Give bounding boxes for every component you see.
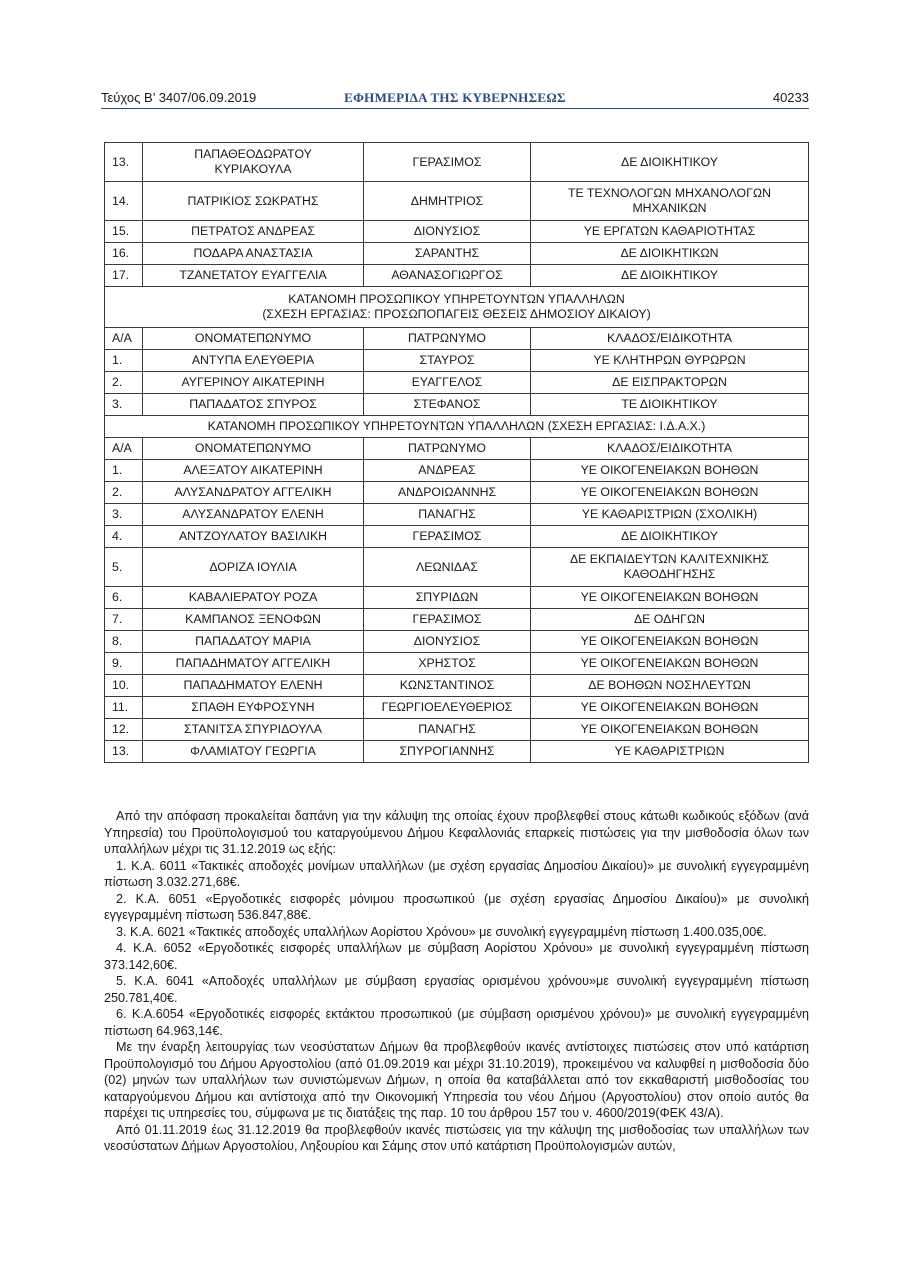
full-name: ΔΟΡΙΖΑ ΙΟΥΛΙΑ — [143, 548, 364, 587]
full-name: ΚΑΒΑΛΙΕΡΑΤΟΥ ΡΟΖΑ — [143, 587, 364, 609]
body-text — [104, 808, 809, 1155]
specialty: ΔΕ ΒΟΗΘΩΝ ΝΟΣΗΛΕΥΤΩΝ — [531, 675, 809, 697]
row-number: 1. — [105, 350, 143, 372]
row-number: 2. — [105, 482, 143, 504]
father-name: ΚΩΝΣΤΑΝΤΙΝΟΣ — [364, 675, 531, 697]
row-number: 5. — [105, 548, 143, 587]
row-number: 13. — [105, 143, 143, 182]
father-name: ΣΠΥΡΟΓΙΑΝΝΗΣ — [364, 741, 531, 763]
table-row — [105, 394, 809, 416]
specialty: ΔΕ ΔΙΟΙΚΗΤΙΚΟΥ — [531, 265, 809, 287]
full-name: ΣΤΑΝΙΤΣΑ ΣΠΥΡΙΔΟΥΛΑ — [143, 719, 364, 741]
full-name: ΑΝΤΖΟΥΛΑΤΟΥ ΒΑΣΙΛΙΚΗ — [143, 526, 364, 548]
specialty: ΚΛΑΔΟΣ/ΕΙΔΙΚΟΤΗΤΑ — [531, 328, 809, 350]
specialty: ΥΕ ΚΑΘΑΡΙΣΤΡΙΩΝ — [531, 741, 809, 763]
specialty: ΚΛΑΔΟΣ/ΕΙΔΙΚΟΤΗΤΑ — [531, 438, 809, 460]
table-row — [105, 482, 809, 504]
father-name: ΑΝΔΡΟΙΩΑΝΝΗΣ — [364, 482, 531, 504]
row-number: 13. — [105, 741, 143, 763]
specialty: ΔΕ ΕΚΠΑΙΔΕΥΤΩΝ ΚΑΛΙΤΕΧΝΙΚΗΣ ΚΑΘΟΔΗΓΗΣΗΣ — [531, 548, 809, 587]
column-header-row — [105, 328, 809, 350]
table-row — [105, 548, 809, 587]
staff-table — [104, 142, 809, 763]
full-name: ΣΠΑΘΗ ΕΥΦΡΟΣΥΝΗ — [143, 697, 364, 719]
specialty: ΥΕ ΟΙΚΟΓΕΝΕΙΑΚΩΝ ΒΟΗΘΩΝ — [531, 482, 809, 504]
issue-number: Τεύχος Β’ 3407/06.09.2019 — [101, 90, 257, 105]
row-number: 3. — [105, 504, 143, 526]
section-title: ΚΑΤΑΝΟΜΗ ΠΡΟΣΩΠΙΚΟΥ ΥΠΗΡΕΤΟΥΝΤΩΝ ΥΠΑΛΛΗΛΩΝ (ΣΧΕΣΗ ΕΡΓΑΣΙΑΣ: Ι.Δ.Α.Χ.) — [105, 416, 809, 438]
paragraph: 1. Κ.Α. 6011 «Τακτικές αποδοχές μονίμων υπαλλήλων (με σχέση εργασίας Δημοσίου Δικαίου)» με συνολική εγγεγραμμένη πίστωση 3.032.271,68€. — [104, 858, 809, 889]
father-name: ΣΠΥΡΙΔΩΝ — [364, 587, 531, 609]
father-name: ΔΙΟΝΥΣΙΟΣ — [364, 221, 531, 243]
father-name: ΑΘΑΝΑΣΟΓΙΩΡΓΟΣ — [364, 265, 531, 287]
full-name: ΠΑΤΡΙΚΙΟΣ ΣΩΚΡΑΤΗΣ — [143, 182, 364, 221]
full-name: ΠΑΠΑΔΗΜΑΤΟΥ ΕΛΕΝΗ — [143, 675, 364, 697]
specialty: ΤΕ ΔΙΟΙΚΗΤΙΚΟΥ — [531, 394, 809, 416]
specialty: ΔΕ ΔΙΟΙΚΗΤΙΚΩΝ — [531, 243, 809, 265]
father-name: ΑΝΔΡΕΑΣ — [364, 460, 531, 482]
father-name: ΓΕΩΡΓΙΟΕΛΕΥΘΕΡΙΟΣ — [364, 697, 531, 719]
table-row — [105, 631, 809, 653]
full-name: ΑΛΥΣΑΝΔΡΑΤΟΥ ΑΓΓΕΛΙΚΗ — [143, 482, 364, 504]
table-row — [105, 504, 809, 526]
row-number: Α/Α — [105, 328, 143, 350]
gazette-title: ΕΦΗΜΕΡΙΔΑ ΤΗΣ ΚΥΒΕΡΝΗΣΕΩΣ — [344, 90, 566, 105]
full-name: ΟΝΟΜΑΤΕΠΩΝΥΜΟ — [143, 328, 364, 350]
specialty: ΥΕ ΟΙΚΟΓΕΝΕΙΑΚΩΝ ΒΟΗΘΩΝ — [531, 460, 809, 482]
row-number: 7. — [105, 609, 143, 631]
page-number: 40233 — [772, 90, 809, 105]
father-name: ΓΕΡΑΣΙΜΟΣ — [364, 143, 531, 182]
specialty: ΥΕ ΚΛΗΤΗΡΩΝ ΘΥΡΩΡΩΝ — [531, 350, 809, 372]
specialty: ΔΕ ΔΙΟΙΚΗΤΙΚΟΥ — [531, 143, 809, 182]
father-name: ΓΕΡΑΣΙΜΟΣ — [364, 609, 531, 631]
paragraph: 5. Κ.Α. 6041 «Αποδοχές υπαλλήλων με σύμβαση εργασίας ορισμένου χρόνου»με συνολική εγγεγραμμένη πίστωση 250.781,40€. — [104, 974, 809, 1005]
table-row — [105, 697, 809, 719]
row-number: 1. — [105, 460, 143, 482]
row-number: 16. — [105, 243, 143, 265]
paragraph: Από την απόφαση προκαλείται δαπάνη για την κάλυψη της οποίας έχουν προβλεφθεί στους κάτωθι κωδικούς εξόδων (ανά Υπηρεσία) του Προϋπολογισμού του καταργούμενου Δήμου Κεφαλλονιάς επαρκείς πιστώσεις για την μισθοδοσία όλων των υπαλλήλων μέχρι τις 31.12.2019 ως εξής: — [104, 809, 809, 856]
specialty: ΔΕ ΔΙΟΙΚΗΤΙΚΟΥ — [531, 526, 809, 548]
table-row — [105, 350, 809, 372]
row-number: 2. — [105, 372, 143, 394]
table-row — [105, 143, 809, 182]
row-number: 14. — [105, 182, 143, 221]
row-number: 4. — [105, 526, 143, 548]
row-number: Α/Α — [105, 438, 143, 460]
specialty: ΥΕ ΟΙΚΟΓΕΝΕΙΑΚΩΝ ΒΟΗΘΩΝ — [531, 631, 809, 653]
paragraph: 2. Κ.Α. 6051 «Εργοδοτικές εισφορές μόνιμου προσωπικού (με σχέση εργασίας Δημοσίου Δικαίου)» με συνολική εγγεγραμμένη πίστωση 536.847,88€. — [104, 891, 809, 922]
section-title: ΚΑΤΑΝΟΜΗ ΠΡΟΣΩΠΙΚΟΥ ΥΠΗΡΕΤΟΥΝΤΩΝ ΥΠΑΛΛΗΛΩΝ (ΣΧΕΣΗ ΕΡΓΑΣΙΑΣ: ΠΡΟΣΩΠΟΠΑΓΕΙΣ ΘΕΣΕΙΣ ΔΗΜΟΣΙΟΥ ΔΙΚΑΙΟΥ) — [105, 287, 809, 328]
father-name: ΠΑΤΡΩΝΥΜΟ — [364, 438, 531, 460]
full-name: ΠΑΠΑΘΕΟΔΩΡΑΤΟΥ ΚΥΡΙΑΚΟΥΛΑ — [143, 143, 364, 182]
table-row — [105, 182, 809, 221]
table-row — [105, 372, 809, 394]
row-number: 15. — [105, 221, 143, 243]
section-title-row — [105, 416, 809, 438]
father-name: ΠΑΤΡΩΝΥΜΟ — [364, 328, 531, 350]
paragraph: Από 01.11.2019 έως 31.12.2019 θα προβλεφθούν ικανές πιστώσεις για την κάλυψη της μισθοδοσίας των υπαλλήλων των νεοσύστατων Δήμων Αργοστολίου, Ληξουρίου και Σάμης στον υπό κατάρτιση Προϋπολογισμών αυτών, — [104, 1122, 809, 1153]
specialty: ΔΕ ΕΙΣΠΡΑΚΤΟΡΩΝ — [531, 372, 809, 394]
table-row — [105, 460, 809, 482]
table-row — [105, 265, 809, 287]
row-number: 3. — [105, 394, 143, 416]
row-number: 17. — [105, 265, 143, 287]
table-row — [105, 243, 809, 265]
father-name: ΣΤΕΦΑΝΟΣ — [364, 394, 531, 416]
row-number: 9. — [105, 653, 143, 675]
table-row — [105, 526, 809, 548]
table-row — [105, 609, 809, 631]
father-name: ΣΤΑΥΡΟΣ — [364, 350, 531, 372]
specialty: ΥΕ ΟΙΚΟΓΕΝΕΙΑΚΩΝ ΒΟΗΘΩΝ — [531, 653, 809, 675]
paragraph: 4. Κ.Α. 6052 «Εργοδοτικές εισφορές υπαλλήλων με σύμβαση Αορίστου Χρόνου» με συνολική εγγεγραμμένη πίστωση 373.142,60€. — [104, 941, 809, 972]
father-name: ΔΗΜΗΤΡΙΟΣ — [364, 182, 531, 221]
father-name: ΓΕΡΑΣΙΜΟΣ — [364, 526, 531, 548]
column-header-row — [105, 438, 809, 460]
full-name: ΤΖΑΝΕΤΑΤΟΥ ΕΥΑΓΓΕΛΙΑ — [143, 265, 364, 287]
section-title-row — [105, 287, 809, 328]
father-name: ΧΡΗΣΤΟΣ — [364, 653, 531, 675]
full-name: ΠΕΤΡΑΤΟΣ ΑΝΔΡΕΑΣ — [143, 221, 364, 243]
table-row — [105, 719, 809, 741]
father-name: ΠΑΝΑΓΗΣ — [364, 504, 531, 526]
full-name: ΦΛΑΜΙΑΤΟΥ ΓΕΩΡΓΙΑ — [143, 741, 364, 763]
full-name: ΠΑΠΑΔΑΤΟΥ ΜΑΡΙΑ — [143, 631, 364, 653]
page-header — [101, 88, 809, 109]
table-row — [105, 741, 809, 763]
full-name: ΑΥΓΕΡΙΝΟΥ ΑΙΚΑΤΕΡΙΝΗ — [143, 372, 364, 394]
full-name: ΠΟΔΑΡΑ ΑΝΑΣΤΑΣΙΑ — [143, 243, 364, 265]
table-row — [105, 587, 809, 609]
specialty: ΥΕ ΟΙΚΟΓΕΝΕΙΑΚΩΝ ΒΟΗΘΩΝ — [531, 697, 809, 719]
full-name: ΠΑΠΑΔΑΤΟΣ ΣΠΥΡΟΣ — [143, 394, 364, 416]
paragraph: 3. Κ.Α. 6021 «Τακτικές αποδοχές υπαλλήλων Αορίστου Χρόνου» με συνολική εγγεγραμμένη πίστωση 1.400.035,00€. — [116, 924, 767, 939]
row-number: 10. — [105, 675, 143, 697]
father-name: ΔΙΟΝΥΣΙΟΣ — [364, 631, 531, 653]
full-name: ΠΑΠΑΔΗΜΑΤΟΥ ΑΓΓΕΛΙΚΗ — [143, 653, 364, 675]
full-name: ΑΛΕΞΑΤΟΥ ΑΙΚΑΤΕΡΙΝΗ — [143, 460, 364, 482]
specialty: ΥΕ ΟΙΚΟΓΕΝΕΙΑΚΩΝ ΒΟΗΘΩΝ — [531, 719, 809, 741]
full-name: ΟΝΟΜΑΤΕΠΩΝΥΜΟ — [143, 438, 364, 460]
full-name: ΑΝΤΥΠΑ ΕΛΕΥΘΕΡΙΑ — [143, 350, 364, 372]
specialty: ΔΕ ΟΔΗΓΩΝ — [531, 609, 809, 631]
specialty: ΥΕ ΟΙΚΟΓΕΝΕΙΑΚΩΝ ΒΟΗΘΩΝ — [531, 587, 809, 609]
full-name: ΚΑΜΠΑΝΟΣ ΞΕΝΟΦΩΝ — [143, 609, 364, 631]
father-name: ΕΥΑΓΓΕΛΟΣ — [364, 372, 531, 394]
specialty: ΤΕ ΤΕΧΝΟΛΟΓΩΝ ΜΗΧΑΝΟΛΟΓΩΝ ΜΗΧΑΝΙΚΩΝ — [531, 182, 809, 221]
table-row — [105, 221, 809, 243]
paragraph: Με την έναρξη λειτουργίας των νεοσύστατων Δήμων θα προβλεφθούν ικανές αντίστοιχες πιστώσεις στον υπό κατάρτιση Προϋπολογισμό του Δήμου Αργοστολίου (από 01.09.2019 και μέχρι 31.10.2019), προκειμένου να καλυφθεί η μισθοδοσία δύο (02) μηνών των υπαλλήλων των συνιστώμενων Δήμων, η οποία θα καταβάλλεται από τον εκκαθαριστή μισθοδοσίας του καταργούμενου Δήμου και αντίστοιχα από την Οικονομική Υπηρεσία του νέου Δήμου (Αργοστολίου) στον οποίο αυτός θα παρέχει τις υπηρεσίες του, σύμφωνα με τις διατάξεις της παρ. 10 του άρθρου 157 του ν. 4600/2019(ΦΕΚ 43/Α). — [104, 1040, 809, 1120]
row-number: 8. — [105, 631, 143, 653]
father-name: ΣΑΡΑΝΤΗΣ — [364, 243, 531, 265]
specialty: ΥΕ ΕΡΓΑΤΩΝ ΚΑΘΑΡΙΟΤΗΤΑΣ — [531, 221, 809, 243]
paragraph: 6. Κ.Α.6054 «Εργοδοτικές εισφορές εκτάκτου προσωπικού (με σύμβαση ορισμένου χρόνου)» με συνολική εγγεγραμμένη πίστωση 64.963,14€. — [104, 1007, 809, 1038]
table-row — [105, 653, 809, 675]
full-name: ΑΛΥΣΑΝΔΡΑΤΟΥ ΕΛΕΝΗ — [143, 504, 364, 526]
father-name: ΛΕΩΝΙΔΑΣ — [364, 548, 531, 587]
row-number: 12. — [105, 719, 143, 741]
table-row — [105, 675, 809, 697]
father-name: ΠΑΝΑΓΗΣ — [364, 719, 531, 741]
row-number: 11. — [105, 697, 143, 719]
row-number: 6. — [105, 587, 143, 609]
specialty: ΥΕ ΚΑΘΑΡΙΣΤΡΙΩΝ (ΣΧΟΛΙΚΗ) — [531, 504, 809, 526]
